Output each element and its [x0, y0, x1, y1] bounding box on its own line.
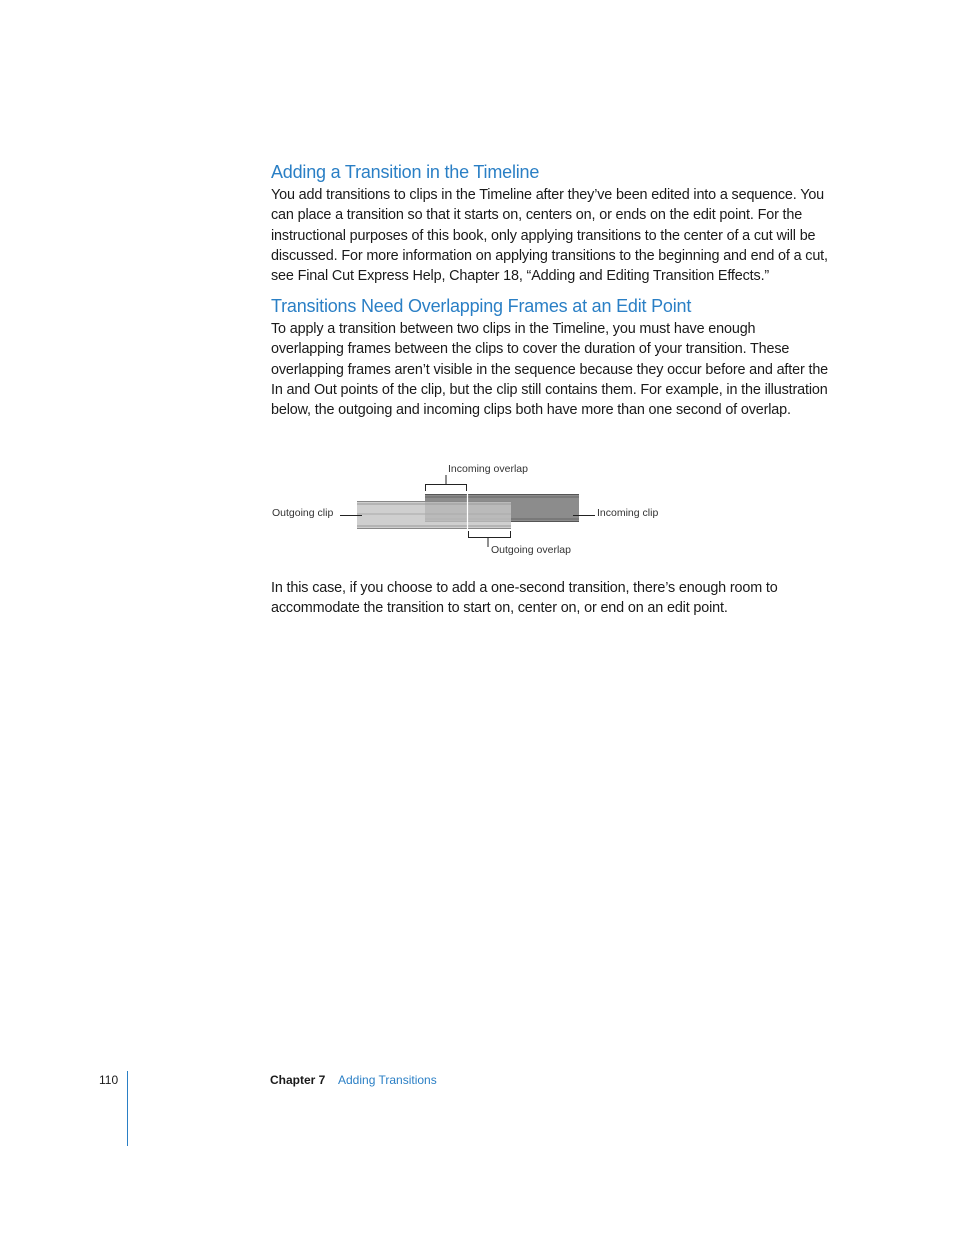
page-number: 110 — [99, 1073, 119, 1087]
footer-chapter-title: Adding Transitions — [338, 1073, 437, 1087]
incoming-clip-bar — [425, 494, 579, 522]
closing-paragraph: In this case, if you choose to add a one-second transition, there’s enough room to accommodate the transition to start on, center on, or end on an edit point. — [271, 580, 778, 617]
incoming-overlap-label: Incoming overlap — [448, 463, 528, 475]
outgoing-overlap-label: Outgoing overlap — [491, 544, 571, 556]
incoming-clip-label: Incoming clip — [597, 507, 659, 519]
footer-chapter-label: Chapter 7 — [270, 1073, 326, 1087]
incoming-overlap-bracket — [426, 475, 467, 491]
footer-divider — [127, 1071, 128, 1146]
section-heading-adding-transition: Adding a Transition in the Timeline — [271, 162, 540, 182]
section-body-overlapping-frames: To apply a transition between two clips in the Timeline, you must have enough overlapping frames between the clips to cover the duration of your transition. These overlapping frames aren’t visible in the sequence because they occur before and after the In and Out points of the clip, but the clip still contains them. For example, in the illustration below, the outgoing and incoming clips both have more than one second of overlap. — [271, 321, 829, 419]
outgoing-clip-label: Outgoing clip — [272, 507, 334, 519]
outgoing-clip-bar — [357, 501, 511, 529]
section-heading-overlapping-frames: Transitions Need Overlapping Frames at an Edit Point — [271, 296, 692, 316]
section-body-adding-transition: You add transitions to clips in the Timeline after they’ve been edited into a sequence. You can place a transition so that it starts on, centers on, or ends on the edit point. For the instructional purposes of this book, only applying transitions to the center of a cut will be discussed. For more information on applying transitions to the beginning and end of a cut, see Final Cut Express Help, Chapter 18, “Adding and Editing Transition Effects.” — [271, 187, 828, 285]
